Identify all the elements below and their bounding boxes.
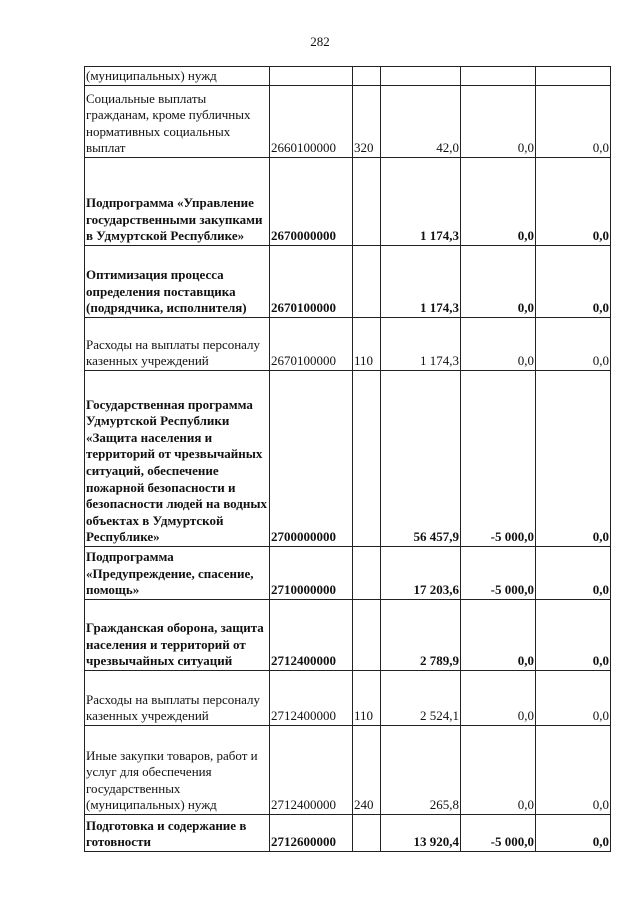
row-change: 0,0 <box>461 318 536 371</box>
row-change: 0,0 <box>461 158 536 246</box>
row-expense-type <box>353 600 381 671</box>
row-expense-type <box>353 547 381 600</box>
row-sum: 1 174,3 <box>381 246 461 318</box>
row-extra: 0,0 <box>536 86 611 158</box>
budget-table-body <box>85 67 611 852</box>
table-row <box>85 371 611 547</box>
row-expense-type: 110 <box>353 671 381 726</box>
row-extra: 0,0 <box>536 371 611 547</box>
row-name: Гражданская оборона, защита населения и территорий от чрезвычайных ситуаций <box>85 600 270 671</box>
page-number: 282 <box>310 34 330 49</box>
row-name: Расходы на выплаты персоналу казенных учреждений <box>85 318 270 371</box>
row-sum <box>381 67 461 86</box>
row-sum: 42,0 <box>381 86 461 158</box>
row-sum: 17 203,6 <box>381 547 461 600</box>
row-code: 2700000000 <box>270 371 353 547</box>
row-change: -5 000,0 <box>461 815 536 852</box>
row-change: 0,0 <box>461 86 536 158</box>
row-expense-type <box>353 246 381 318</box>
row-name: Подготовка и содержание в готовности <box>85 815 270 852</box>
row-expense-type: 320 <box>353 86 381 158</box>
table-row <box>85 671 611 726</box>
row-expense-type <box>353 371 381 547</box>
row-expense-type <box>353 158 381 246</box>
row-code: 2670100000 <box>270 246 353 318</box>
table-row <box>85 67 611 86</box>
row-sum: 2 789,9 <box>381 600 461 671</box>
row-code: 2712600000 <box>270 815 353 852</box>
row-sum: 56 457,9 <box>381 371 461 547</box>
row-code <box>270 67 353 86</box>
row-sum: 265,8 <box>381 726 461 815</box>
row-name: (муниципальных) нужд <box>85 67 270 86</box>
row-name: Расходы на выплаты персоналу казенных учреждений <box>85 671 270 726</box>
row-expense-type <box>353 67 381 86</box>
row-expense-type <box>353 815 381 852</box>
row-name: Подпрограмма «Предупреждение, спасение, помощь» <box>85 547 270 600</box>
row-sum: 13 920,4 <box>381 815 461 852</box>
row-extra: 0,0 <box>536 158 611 246</box>
row-change <box>461 67 536 86</box>
row-expense-type: 110 <box>353 318 381 371</box>
row-sum: 1 174,3 <box>381 318 461 371</box>
row-code: 2660100000 <box>270 86 353 158</box>
row-code: 2670100000 <box>270 318 353 371</box>
row-extra: 0,0 <box>536 318 611 371</box>
row-extra: 0,0 <box>536 726 611 815</box>
table-row <box>85 86 611 158</box>
table-row <box>85 318 611 371</box>
row-name: Подпрограмма «Управление государственными закупками в Удмуртской Республике» <box>85 158 270 246</box>
table-row <box>85 600 611 671</box>
row-extra: 0,0 <box>536 671 611 726</box>
table-row <box>85 726 611 815</box>
row-change: 0,0 <box>461 671 536 726</box>
row-code: 2710000000 <box>270 547 353 600</box>
table-row <box>85 158 611 246</box>
row-change: 0,0 <box>461 600 536 671</box>
row-name: Иные закупки товаров, работ и услуг для обеспечения государственных (муниципальных) нужд <box>85 726 270 815</box>
row-expense-type: 240 <box>353 726 381 815</box>
table-row <box>85 246 611 318</box>
row-extra: 0,0 <box>536 547 611 600</box>
table-row <box>85 815 611 852</box>
row-extra <box>536 67 611 86</box>
row-code: 2670000000 <box>270 158 353 246</box>
row-extra: 0,0 <box>536 815 611 852</box>
row-change: 0,0 <box>461 726 536 815</box>
row-code: 2712400000 <box>270 726 353 815</box>
row-code: 2712400000 <box>270 671 353 726</box>
row-name: Социальные выплаты гражданам, кроме публичных нормативных социальных выплат <box>85 86 270 158</box>
budget-table <box>84 66 611 852</box>
row-change: 0,0 <box>461 246 536 318</box>
row-extra: 0,0 <box>536 600 611 671</box>
row-change: -5 000,0 <box>461 371 536 547</box>
row-code: 2712400000 <box>270 600 353 671</box>
table-row <box>85 547 611 600</box>
row-change: -5 000,0 <box>461 547 536 600</box>
row-extra: 0,0 <box>536 246 611 318</box>
row-sum: 2 524,1 <box>381 671 461 726</box>
row-name: Оптимизация процесса определения поставщика (подрядчика, исполнителя) <box>85 246 270 318</box>
row-name: Государственная программа Удмуртской Республики «Защита населения и территорий от чрезвычайных ситуаций, обеспечение пожарной безопасности и безопасности людей на водных объектах в Удмуртской Республике» <box>85 371 270 547</box>
row-sum: 1 174,3 <box>381 158 461 246</box>
